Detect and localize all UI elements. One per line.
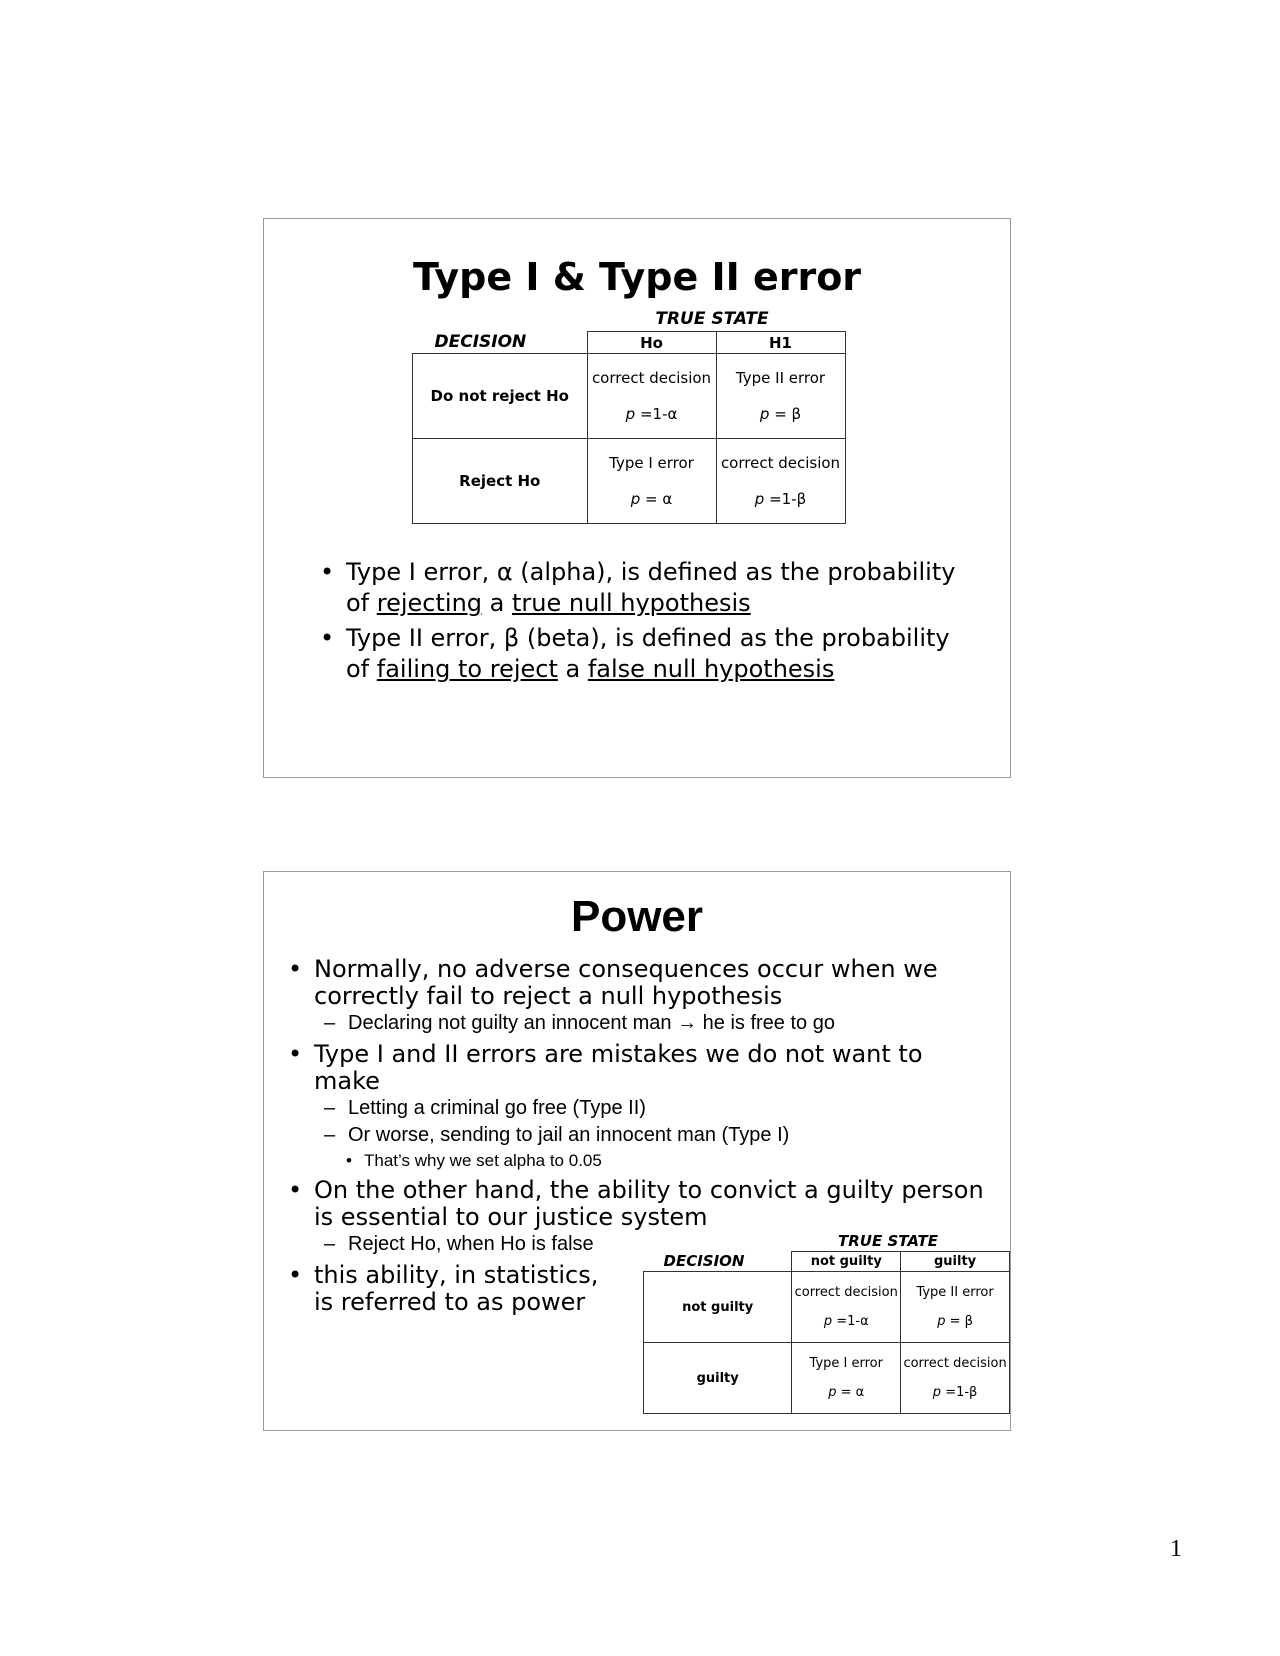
col-header-not-guilty: not guilty — [792, 1252, 901, 1272]
true-state-label: TRUE STATE — [655, 309, 769, 329]
sub-bullet-item: – Or worse, sending to jail an innocent man (Type I) — [314, 1122, 986, 1149]
cell-probability: p =1-β — [754, 490, 807, 508]
slide-title: Type I & Type II error — [412, 255, 862, 299]
bullet-item: • this ability, in statistics, is referred to as power — [286, 1262, 614, 1316]
decision-label: DECISION — [663, 1252, 745, 1271]
row-label-do-not-reject: Do not reject Ho — [413, 354, 588, 439]
cell-type-i-error — [587, 439, 716, 524]
cell-correct-decision — [587, 354, 716, 439]
cell-correct-decision — [901, 1343, 1010, 1414]
cell-probability: p = α — [828, 1385, 865, 1400]
cell-text: correct decision — [794, 1285, 898, 1300]
sub-bullet-item: – Reject Ho, when Ho is false — [314, 1231, 986, 1258]
true-state-label: TRUE STATE — [838, 1232, 938, 1250]
slide-title: Power — [570, 892, 704, 941]
cell-text: Type II error — [735, 369, 826, 387]
col-header-h1: H1 — [716, 332, 845, 354]
cell-type-ii-error — [901, 1272, 1010, 1343]
decision-table — [643, 1232, 1010, 1414]
decision-table — [412, 309, 846, 524]
sub-bullet-item: – Declaring not guilty an innocent man → he is free to go — [314, 1010, 986, 1037]
cell-correct-decision — [792, 1272, 901, 1343]
cell-text: Type I error — [609, 454, 694, 472]
bullet-item: • Normally, no adverse consequences occur when we correctly fail to reject a null hypothesis — [286, 956, 986, 1010]
col-header-guilty: guilty — [901, 1252, 1010, 1272]
col-header-ho: Ho — [587, 332, 716, 354]
cell-probability: p = α — [630, 490, 673, 508]
bullet-type-i-definition: • Type I error, α (alpha), is defined as the probability of rejecting a true null hypothesis — [318, 557, 958, 619]
sub-bullet-item: – Letting a criminal go free (Type II) — [314, 1095, 986, 1122]
decision-label: DECISION — [434, 332, 527, 353]
cell-text: correct decision — [591, 369, 712, 387]
sub-sub-bullet-item: • That’s why we set alpha to 0.05 — [342, 1149, 986, 1173]
cell-probability: p =1-β — [932, 1385, 978, 1400]
page-number: 1 — [1170, 1536, 1182, 1562]
cell-text: Type II error — [916, 1285, 994, 1300]
cell-probability: p = β — [759, 405, 802, 423]
cell-type-i-error — [792, 1343, 901, 1414]
bullet-item: • Type I and II errors are mistakes we do not want to make — [286, 1041, 986, 1095]
row-label-guilty: guilty — [644, 1343, 792, 1414]
row-label-not-guilty: not guilty — [644, 1272, 792, 1343]
bullet-list — [318, 557, 958, 689]
cell-correct-decision — [716, 439, 845, 524]
cell-text: Type I error — [809, 1356, 883, 1371]
cell-text: correct decision — [903, 1356, 1007, 1371]
cell-probability: p =1-α — [625, 405, 678, 423]
cell-text: correct decision — [720, 454, 841, 472]
cell-type-ii-error — [716, 354, 845, 439]
bullet-item: • On the other hand, the ability to convict a guilty person is essential to our justice system — [286, 1177, 986, 1231]
cell-probability: p =1-α — [823, 1314, 869, 1329]
row-label-reject: Reject Ho — [413, 439, 588, 524]
cell-probability: p = β — [937, 1314, 973, 1329]
slide-type-errors — [263, 218, 1011, 778]
bullet-type-ii-definition: • Type II error, β (beta), is defined as the probability of failing to reject a false null hypothesis — [318, 623, 958, 685]
slide-power — [263, 871, 1011, 1431]
